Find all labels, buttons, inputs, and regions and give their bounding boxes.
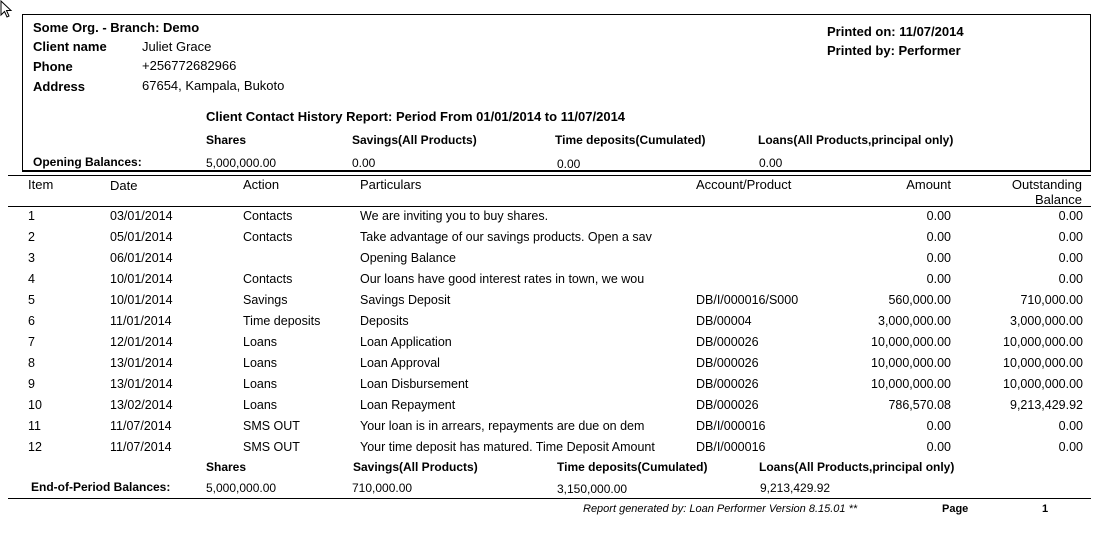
cell-particulars: Our loans have good interest rates in town, we wou <box>360 272 645 286</box>
cell-balance: 0.00 <box>1058 440 1083 454</box>
generated-by: Report generated by: Loan Performer Version 8.15.01 ** <box>583 503 858 515</box>
cell-particulars: Loan Application <box>360 335 452 349</box>
table-row <box>0 398 1105 419</box>
col-item: Item <box>28 177 54 192</box>
cell-action: Loans <box>243 356 278 370</box>
cell-date: 13/01/2014 <box>110 377 173 391</box>
cell-balance: 0.00 <box>1058 251 1083 265</box>
page-number: 1 <box>1042 503 1049 515</box>
col-date: Date <box>110 178 138 193</box>
col-account-product: Account/Product <box>696 177 792 192</box>
cell-action: Contacts <box>243 272 293 286</box>
cell-account: DB/000026 <box>696 356 759 370</box>
cell-item: 6 <box>28 314 35 328</box>
table-header-rule <box>8 206 1091 207</box>
cell-date: 06/01/2014 <box>110 251 173 265</box>
cell-date: 12/01/2014 <box>110 335 173 349</box>
cell-particulars: Savings Deposit <box>360 293 451 307</box>
org-branch: Some Org. - Branch: Demo <box>33 20 200 35</box>
cell-amount: 560,000.00 <box>888 293 951 307</box>
table-row <box>0 419 1105 440</box>
printed-by: Printed by: Performer <box>827 43 961 58</box>
closing-savings-header: Savings(All Products) <box>353 460 478 474</box>
phone-value: +256772682966 <box>142 58 237 73</box>
closing-time-deposits-header: Time deposits(Cumulated) <box>557 460 708 474</box>
cell-date: 11/07/2014 <box>110 440 172 454</box>
cell-date: 05/01/2014 <box>110 230 173 244</box>
cell-balance: 9,213,429.92 <box>1010 398 1083 412</box>
cell-item: 9 <box>28 377 35 391</box>
table-row <box>0 314 1105 335</box>
cell-action: SMS OUT <box>243 440 300 454</box>
cell-date: 10/01/2014 <box>110 293 173 307</box>
opening-savings-header: Savings(All Products) <box>352 133 477 147</box>
cell-balance: 0.00 <box>1058 419 1083 433</box>
address-value: 67654, Kampala, Bukoto <box>142 78 285 93</box>
cell-amount: 0.00 <box>926 230 951 244</box>
cell-balance: 3,000,000.00 <box>1010 314 1083 328</box>
cell-action: Loans <box>243 335 278 349</box>
cell-balance: 10,000,000.00 <box>1003 335 1083 349</box>
opening-shares-value: 5,000,000.00 <box>206 156 277 170</box>
page-label: Page <box>942 503 969 515</box>
cell-action: Time deposits <box>243 314 321 328</box>
closing-time-deposits-value: 3,150,000.00 <box>557 482 628 496</box>
table-row <box>0 293 1105 314</box>
cell-particulars: Deposits <box>360 314 409 328</box>
cell-item: 12 <box>28 440 42 454</box>
cell-item: 3 <box>28 251 35 265</box>
cell-balance: 10,000,000.00 <box>1003 377 1083 391</box>
cell-item: 7 <box>28 335 35 349</box>
cell-amount: 786,570.08 <box>888 398 951 412</box>
cell-item: 4 <box>28 272 35 286</box>
cell-amount: 0.00 <box>926 419 951 433</box>
closing-shares-header: Shares <box>206 460 247 474</box>
cell-particulars: Your time deposit has matured. Time Deposit Amount <box>360 440 655 454</box>
col-particulars: Particulars <box>360 177 422 192</box>
table-top-rule <box>8 175 1091 176</box>
cell-particulars: Your loan is in arrears, repayments are due on dem <box>360 419 645 433</box>
cell-item: 1 <box>28 209 35 223</box>
cell-balance: 0.00 <box>1058 272 1083 286</box>
cell-account: DB/00004 <box>696 314 752 328</box>
cell-account: DB/000026 <box>696 398 759 412</box>
report-title: Client Contact History Report: Period From 01/01/2014 to 11/07/2014 <box>206 109 626 124</box>
cell-date: 03/01/2014 <box>110 209 173 223</box>
cell-account: DB/000026 <box>696 377 759 391</box>
cell-particulars: We are inviting you to buy shares. <box>360 209 549 223</box>
opening-time-deposits-header: Time deposits(Cumulated) <box>555 133 706 147</box>
cell-item: 2 <box>28 230 35 244</box>
closing-shares-value: 5,000,000.00 <box>206 481 277 495</box>
table-row <box>0 356 1105 377</box>
closing-balances-label: End-of-Period Balances: <box>31 480 171 494</box>
cell-amount: 10,000,000.00 <box>871 377 951 391</box>
cell-account: DB/000026 <box>696 335 759 349</box>
opening-loans-value: 0.00 <box>759 156 783 170</box>
mouse-pointer-icon <box>0 0 14 20</box>
phone-label: Phone <box>33 59 73 74</box>
cell-action: Savings <box>243 293 288 307</box>
cell-account: DB/I/000016 <box>696 440 766 454</box>
cell-account: DB/I/000016 <box>696 419 766 433</box>
cell-date: 13/02/2014 <box>110 398 173 412</box>
opening-savings-value: 0.00 <box>352 156 376 170</box>
opening-shares-header: Shares <box>206 133 247 147</box>
cell-amount: 0.00 <box>926 251 951 265</box>
cell-amount: 0.00 <box>926 209 951 223</box>
printed-on: Printed on: 11/07/2014 <box>827 24 964 39</box>
cell-date: 10/01/2014 <box>110 272 173 286</box>
cell-balance: 10,000,000.00 <box>1003 356 1083 370</box>
col-outstanding: Outstanding <box>1011 177 1082 192</box>
cell-date: 13/01/2014 <box>110 356 173 370</box>
table-row <box>0 440 1105 461</box>
cell-item: 5 <box>28 293 35 307</box>
cell-action: SMS OUT <box>243 419 300 433</box>
cell-particulars: Take advantage of our savings products. Open a sav <box>360 230 652 244</box>
table-row <box>0 230 1105 251</box>
col-action: Action <box>243 177 280 192</box>
table-row <box>0 335 1105 356</box>
cell-particulars: Loan Repayment <box>360 398 456 412</box>
cell-amount: 3,000,000.00 <box>878 314 951 328</box>
cell-particulars: Loan Disbursement <box>360 377 469 391</box>
cell-action: Loans <box>243 377 278 391</box>
table-row <box>0 209 1105 230</box>
cell-balance: 0.00 <box>1058 209 1083 223</box>
cell-amount: 10,000,000.00 <box>871 335 951 349</box>
col-amount: Amount <box>906 177 951 192</box>
cell-date: 11/01/2014 <box>110 314 172 328</box>
closing-loans-value: 9,213,429.92 <box>760 481 831 495</box>
cell-particulars: Opening Balance <box>360 251 456 265</box>
cell-action: Contacts <box>243 230 293 244</box>
cell-item: 11 <box>28 419 41 433</box>
table-row <box>0 272 1105 293</box>
cell-amount: 0.00 <box>926 440 951 454</box>
table-row <box>0 251 1105 272</box>
cell-balance: 0.00 <box>1058 230 1083 244</box>
footer-rule <box>8 498 1091 499</box>
closing-loans-header: Loans(All Products,principal only) <box>759 460 955 474</box>
cell-balance: 710,000.00 <box>1020 293 1083 307</box>
cell-particulars: Loan Approval <box>360 356 440 370</box>
cell-amount: 10,000,000.00 <box>871 356 951 370</box>
opening-time-deposits-value: 0.00 <box>557 157 581 171</box>
col-balance: Balance <box>1035 192 1082 207</box>
opening-balances-label: Opening Balances: <box>33 155 142 169</box>
closing-savings-value: 710,000.00 <box>352 481 413 495</box>
cell-amount: 0.00 <box>926 272 951 286</box>
cell-date: 11/07/2014 <box>110 419 172 433</box>
table-row <box>0 377 1105 398</box>
client-name-value: Juliet Grace <box>142 39 212 54</box>
opening-loans-header: Loans(All Products,principal only) <box>758 133 954 147</box>
cell-item: 8 <box>28 356 35 370</box>
cell-action: Contacts <box>243 209 293 223</box>
cell-item: 10 <box>28 398 42 412</box>
address-label: Address <box>33 79 86 94</box>
cell-action: Loans <box>243 398 278 412</box>
client-name-label: Client name <box>33 39 107 54</box>
cell-account: DB/I/000016/S000 <box>696 293 799 307</box>
